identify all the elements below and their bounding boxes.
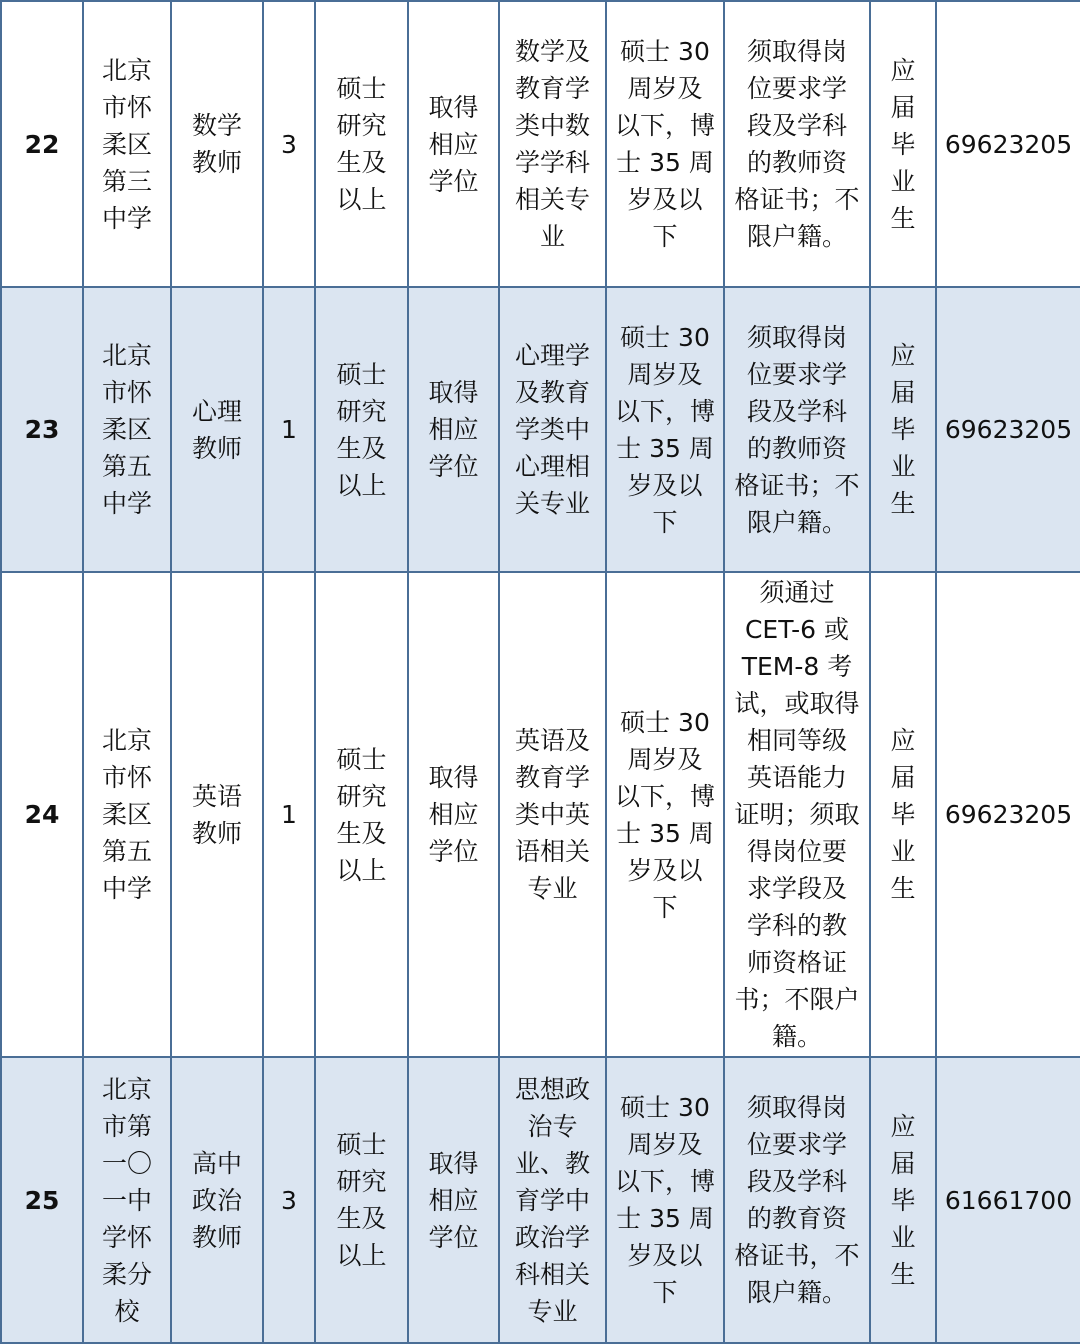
row-number: 23 [1,287,83,572]
employer-cell: 北京 市怀 柔区 第五 中学 [83,572,171,1057]
row-number: 24 [1,572,83,1057]
age-cell: 硕士 30 周岁及 以下，博 士 35 周 岁及以 下 [606,572,724,1057]
employer-cell: 北京 市第 一〇 一中 学怀 柔分 校 [83,1057,171,1343]
position-cell: 高中 政治 教师 [171,1057,263,1343]
target-cell: 应 届 毕 业 生 [870,287,936,572]
position-cell: 心理 教师 [171,287,263,572]
major-cell: 英语及 教育学 类中英 语相关 专业 [499,572,606,1057]
requirement-cell: 须通过 CET-6 或 TEM-8 考 试，或取得 相同等级 英语能力 证明；须取 得岗位要 求学段及 学科的教 师资格证 书；不限户 籍。 [724,572,870,1057]
degree-cell: 取得 相应 学位 [408,1057,499,1343]
major-cell: 思想政 治专 业、教 育学中 政治学 科相关 专业 [499,1057,606,1343]
education-cell: 硕士 研究 生及 以上 [315,1,408,287]
table-row [1,1,1080,287]
age-cell: 硕士 30 周岁及 以下，博 士 35 周 岁及以 下 [606,287,724,572]
age-cell: 硕士 30 周岁及 以下，博 士 35 周 岁及以 下 [606,1,724,287]
employer-cell: 北京 市怀 柔区 第五 中学 [83,287,171,572]
phone-cell: 61661700 [936,1057,1080,1343]
degree-cell: 取得 相应 学位 [408,1,499,287]
table-row [1,1057,1080,1343]
headcount-cell: 1 [263,287,315,572]
age-cell: 硕士 30 周岁及 以下，博 士 35 周 岁及以 下 [606,1057,724,1343]
table-row [1,287,1080,572]
row-number: 25 [1,1057,83,1343]
headcount-cell: 3 [263,1057,315,1343]
employer-cell: 北京 市怀 柔区 第三 中学 [83,1,171,287]
degree-cell: 取得 相应 学位 [408,572,499,1057]
headcount-cell: 3 [263,1,315,287]
phone-cell: 69623205 [936,287,1080,572]
major-cell: 心理学 及教育 学类中 心理相 关专业 [499,287,606,572]
phone-cell: 69623205 [936,572,1080,1057]
target-cell: 应 届 毕 业 生 [870,572,936,1057]
requirement-cell: 须取得岗 位要求学 段及学科 的教育资 格证书，不 限户籍。 [724,1057,870,1343]
target-cell: 应 届 毕 业 生 [870,1057,936,1343]
education-cell: 硕士 研究 生及 以上 [315,572,408,1057]
row-number: 22 [1,1,83,287]
requirement-cell: 须取得岗 位要求学 段及学科 的教师资 格证书；不 限户籍。 [724,1,870,287]
education-cell: 硕士 研究 生及 以上 [315,1057,408,1343]
headcount-cell: 1 [263,572,315,1057]
position-cell: 英语 教师 [171,572,263,1057]
phone-cell: 69623205 [936,1,1080,287]
requirement-cell: 须取得岗 位要求学 段及学科 的教师资 格证书；不 限户籍。 [724,287,870,572]
major-cell: 数学及 教育学 类中数 学学科 相关专 业 [499,1,606,287]
table-row [1,572,1080,1057]
target-cell: 应 届 毕 业 生 [870,1,936,287]
education-cell: 硕士 研究 生及 以上 [315,287,408,572]
degree-cell: 取得 相应 学位 [408,287,499,572]
position-cell: 数学 教师 [171,1,263,287]
